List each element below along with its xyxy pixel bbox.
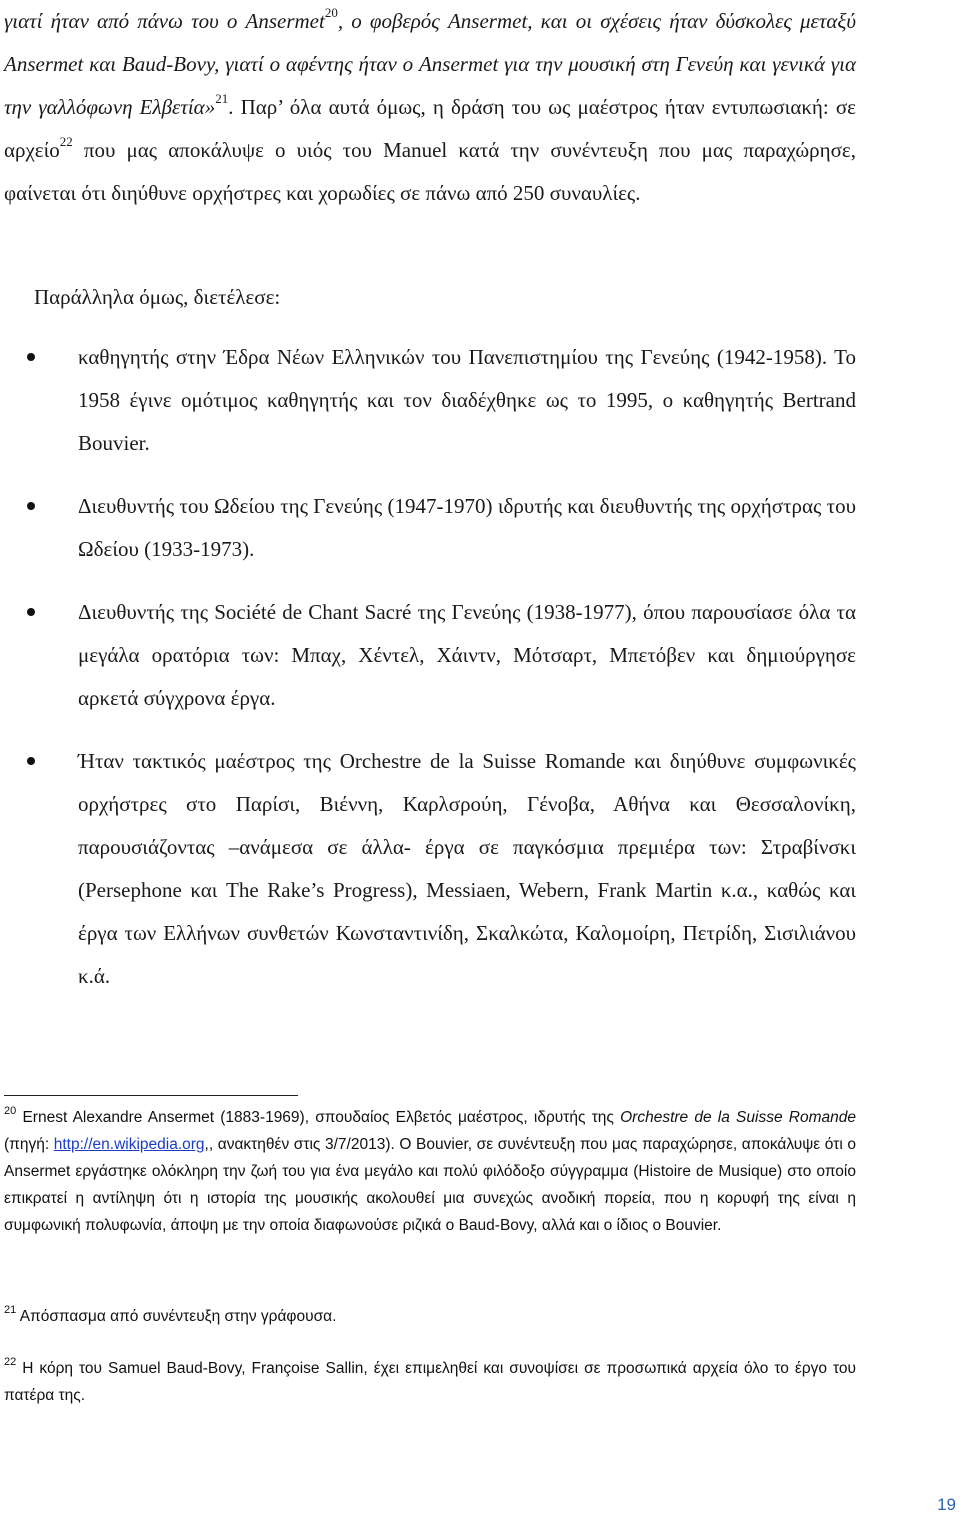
footnote-20 (4, 1104, 856, 1239)
page-number: 19 (937, 1495, 956, 1514)
footnote-text: (πηγή: (4, 1136, 54, 1153)
bullet-icon (27, 502, 35, 510)
bullet-list (78, 336, 856, 465)
footnote-ref-21[interactable]: 21 (215, 91, 229, 106)
footnote-text: Ernest Alexandre Ansermet (1883-1969), σπουδαίος Ελβετός μαέστρος, ιδρυτής της (16, 1109, 621, 1126)
footnote-number: 22 (4, 1355, 17, 1368)
quote-intro: γιατί ήταν από πάνω του ο Ansermet (4, 9, 325, 33)
footnote-text: ,, ανακτηθέν στις 3/7/2013). Ο Bouvier, σε συνέντευξη που μας παραχώρησε, αποκάλυψε ότι ο Ansermet εργάστηκε ολόκληρη την ζωή του για ένα μεγάλο και πολύ φιλόδοξο σύγγραμμα (Histoire de Musique) στο οποίο επικρατεί η αντίληψη ότι η ιστορία της μουσικής ακολουθεί μια συνεχώς ανοδική πορεία, που η κορυφή της είναι η συμφωνική πολυφωνία, άποψη με την οποία διαφωνούσε ριζικά ο Baud-Bovy, αλλά και ο ίδιος ο Bouvier. (4, 1136, 856, 1234)
footnote-text: Η κόρη του Samuel Baud-Bovy, Françoise Sallin, έχει επιμεληθεί και συνοψίσει σε προσωπικά αρχεία όλο το έργο του πατέρα της. (4, 1360, 856, 1404)
footnote-number: 21 (4, 1303, 17, 1316)
paragraph-text: . Παρ’ όλα αυτά όμως, η δράση του ως μαέστρος ήταν εντυπωσιακή: σε αρχείο (4, 95, 856, 162)
list-item-text: Διευθυντής του Ωδείου της Γενεύης (1947-1970) ιδρυτής και διευθυντής της ορχήστρας του Ωδείου (1933-1973). (78, 494, 856, 561)
bullet-list (78, 740, 856, 998)
footnote-22 (4, 1355, 856, 1409)
list-item-text: καθηγητής στην Έδρα Νέων Ελληνικών του Πανεπιστημίου της Γενεύης (1942-1958). Το 1958 έγινε ομότιμος καθηγητής και τον διαδέχθηκε ως το 1995, ο καθηγητής Bertrand Bouvier. (78, 345, 856, 455)
orchestra-name: Orchestre de la Suisse Romande (620, 1109, 856, 1126)
footnote-separator (4, 1095, 298, 1096)
bullet-list (78, 485, 856, 571)
bullet-icon (27, 353, 35, 361)
list-item-text: Ήταν τακτικός μαέστρος της Orchestre de la Suisse Romande και διηύθυνε συμφωνικές ορχήστρες στο Παρίσι, Βιέννη, Καρλσρούη, Γένοβα, Αθήνα και Θεσσαλονίκη, παρουσιάζοντας –ανάμεσα σε άλλα- έργα σε παγκόσμια πρεμιέρα των: Στραβίνσκι (Persephone και The Rake’s Progress), Messiaen, Webern, Frank Martin κ.α., καθώς και έργα των Ελλήνων συνθετών Κωνσταντινίδη, Σκαλκώτα, Καλομοίρη, Πετρίδη, Σισιλιάνου κ.ά. (78, 749, 856, 988)
list-item (78, 740, 856, 998)
main-paragraph (4, 0, 856, 215)
list-intro: Παράλληλα όμως, διετέλεσε: (34, 285, 281, 309)
footnote-text: Απόσπασμα από συνέντευξη στην γράφουσα. (16, 1308, 337, 1325)
bullet-list (78, 591, 856, 720)
list-item (78, 485, 856, 571)
wikipedia-link[interactable]: http://en.wikipedia.org (53, 1136, 205, 1153)
footnote-ref-22[interactable]: 22 (59, 134, 73, 149)
footnote-21 (4, 1303, 856, 1330)
list-item-text: Διευθυντής της Société de Chant Sacré της Γενεύης (1938-1977), όπου παρουσίασε όλα τα μεγάλα ορατόρια των: Μπαχ, Χέντελ, Χάιντν, Μότσαρτ, Μπετόβεν και δημιούργησε αρκετά σύγχρονα έργα. (78, 600, 856, 710)
quote-middle: , ο φοβερός Ansermet, και οι σχέσεις ήταν δύσκολες μεταξύ Ansermet και Baud-Bovy, γιατί ο αφέντης ήταν ο Ansermet για την μουσική στη Γενεύη και γενικά για την γαλλόφωνη Ελβετία» (4, 9, 856, 119)
footnote-ref-20[interactable]: 20 (324, 5, 338, 20)
bullet-icon (27, 608, 35, 616)
footnote-number: 20 (4, 1104, 17, 1117)
list-item (78, 336, 856, 465)
paragraph-text-end: που μας αποκάλυψε ο υιός του Manuel κατά την συνέντευξη που μας παραχώρησε, φαίνεται ότι διηύθυνε ορχήστρες και χορωδίες σε πάνω από 250 συναυλίες. (4, 138, 856, 205)
list-item (78, 591, 856, 720)
bullet-icon (27, 757, 35, 765)
